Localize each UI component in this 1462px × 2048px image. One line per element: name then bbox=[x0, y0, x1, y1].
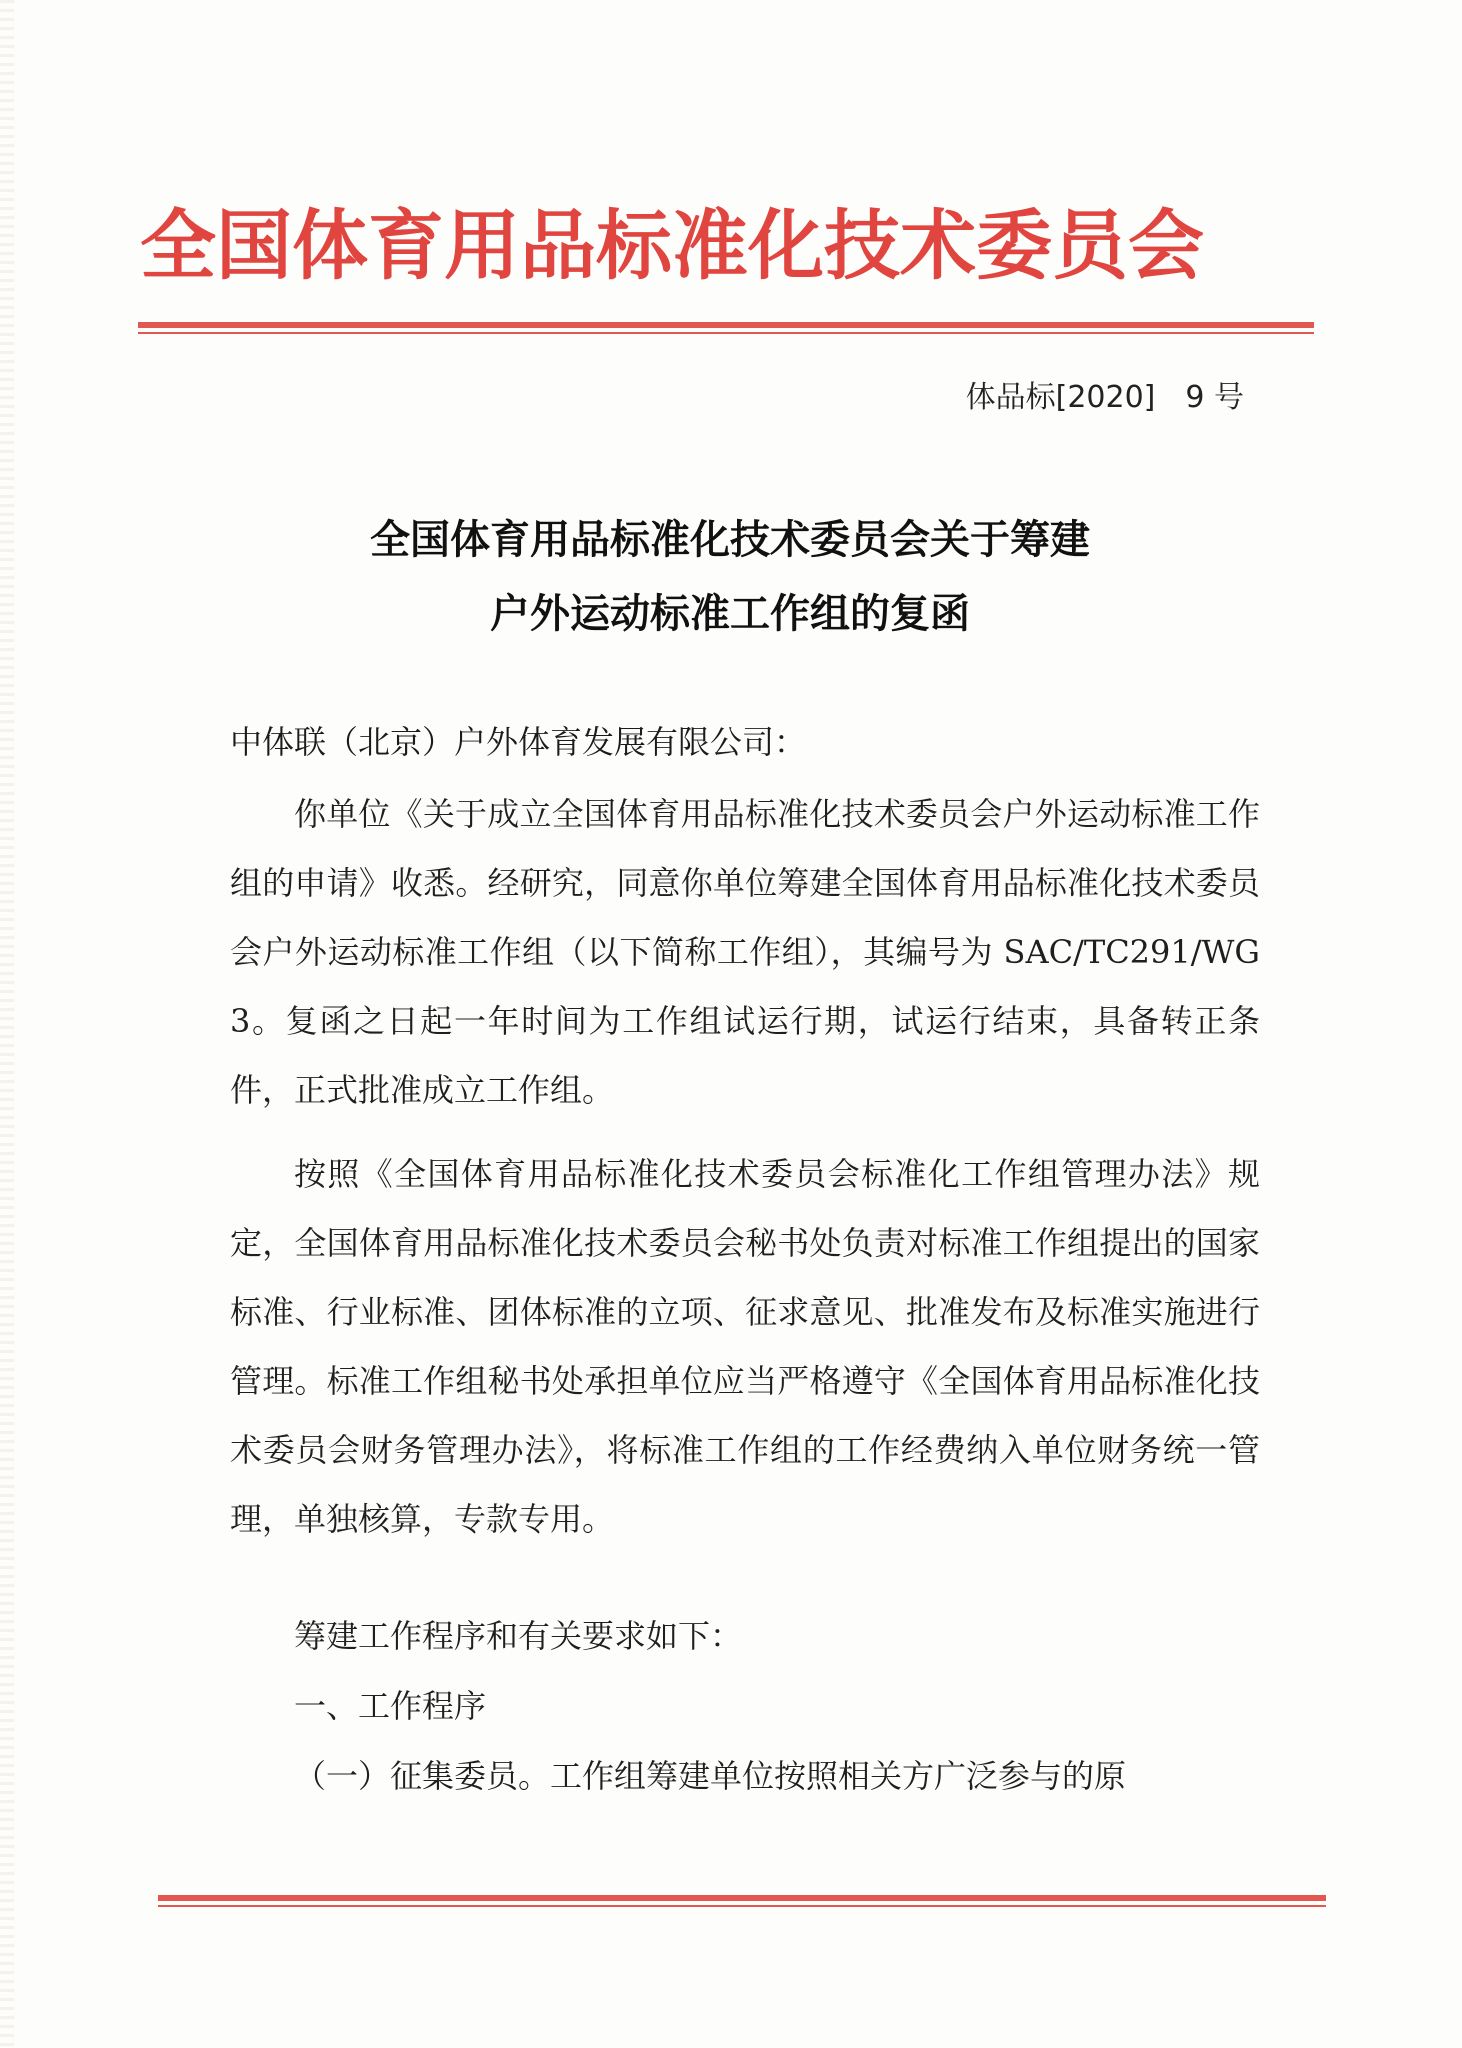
title-line-2: 户外运动标准工作组的复函 bbox=[490, 590, 970, 637]
paragraph-approval: 你单位《关于成立全国体育用品标准化技术委员会户外运动标准工作组的申请》收悉。经研究，同意你单位筹建全国体育用品标准化技术委员会户外运动标准工作组（以下简称工作组），其编号为 SAC/TC291/WG 3。复函之日起一年时间为工作组试运行期，试运行结束，具备转正条件，正式批准成立工作组。 bbox=[230, 795, 1260, 1109]
rule-thin-line bbox=[138, 332, 1314, 334]
paragraph-requirements-intro: 筹建工作程序和有关要求如下： bbox=[294, 1617, 743, 1655]
document-title bbox=[230, 503, 1230, 651]
scan-edge-noise bbox=[0, 0, 14, 2048]
footer-rule-thin-line bbox=[158, 1905, 1326, 1907]
letterhead-red-rule bbox=[138, 322, 1314, 334]
footer-red-rule bbox=[158, 1895, 1326, 1907]
rule-thick-line bbox=[138, 322, 1314, 328]
section-heading-procedure: 一、工作程序 bbox=[294, 1687, 487, 1725]
salutation: 中体联（北京）户外体育发展有限公司： bbox=[230, 723, 807, 761]
paragraph-management: 按照《全国体育用品标准化技术委员会标准化工作组管理办法》规定，全国体育用品标准化技术委员会秘书处负责对标准工作组提出的国家标准、行业标准、团体标准的立项、征求意见、批准发布及标准实施进行管理。标准工作组秘书处承担单位应当严格遵守《全国体育用品标准化技术委员会财务管理办法》，将标准工作组的工作经费纳入单位财务统一管理，单独核算，专款专用。 bbox=[230, 1155, 1260, 1538]
footer-rule-thick-line bbox=[158, 1895, 1326, 1901]
letterhead-title: 全国体育用品标准化技术委员会 bbox=[140, 201, 1204, 290]
document-number: 体品标[2020] 9 号 bbox=[965, 380, 1244, 415]
paragraph-collect-members: （一）征集委员。工作组筹建单位按照相关方广泛参与的原 bbox=[294, 1757, 1127, 1795]
title-line-1: 全国体育用品标准化技术委员会关于筹建 bbox=[370, 516, 1090, 563]
